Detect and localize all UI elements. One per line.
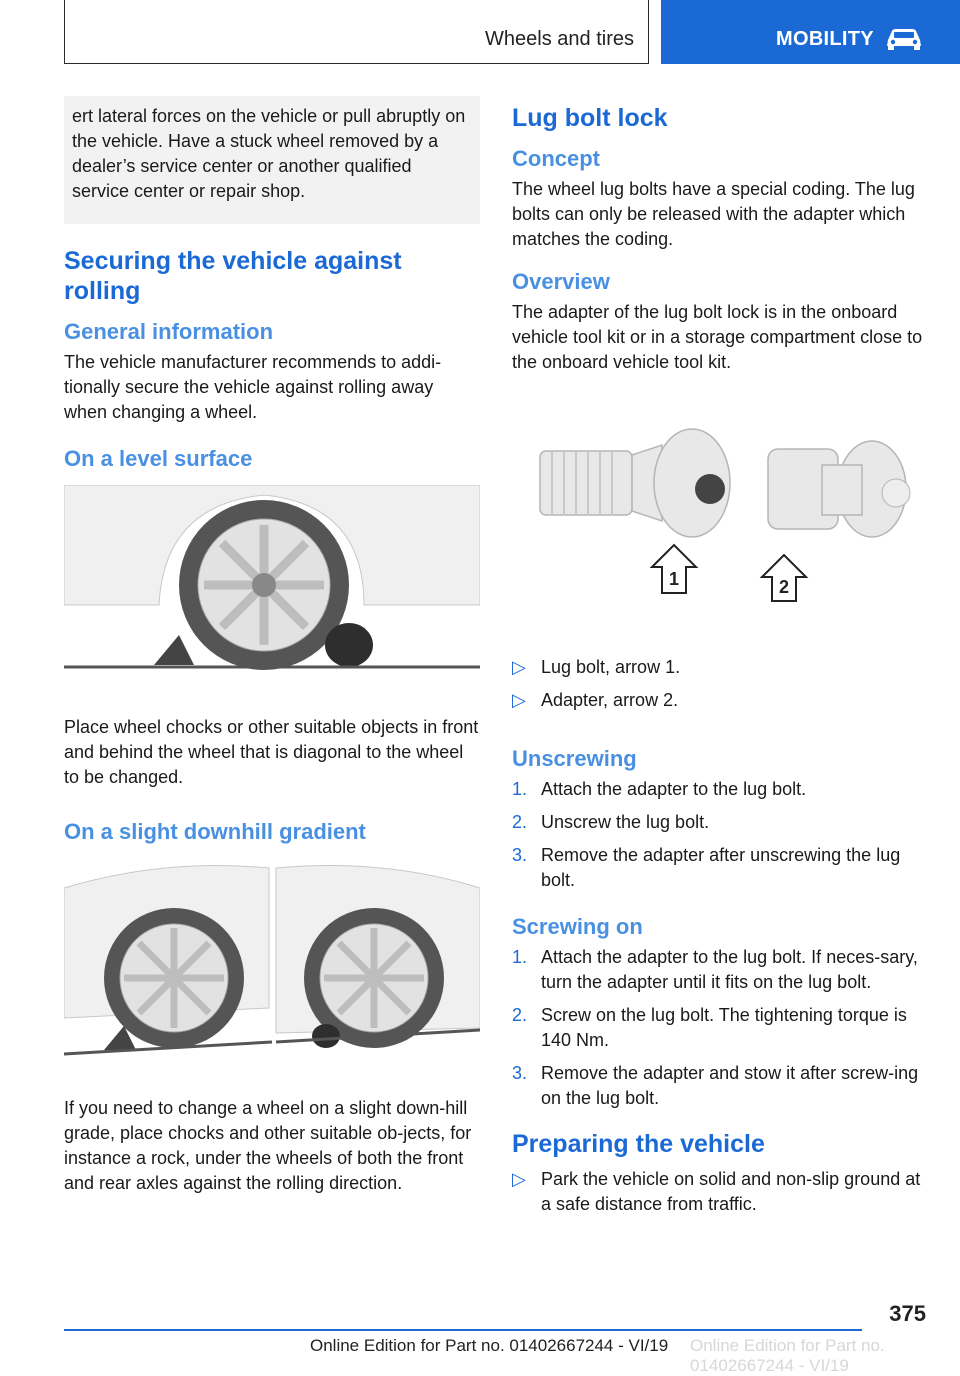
triangle-bullet-icon: ▷ [512, 657, 526, 677]
lug-bolt-heading: Lug bolt lock [512, 104, 668, 132]
footer-divider [64, 1329, 862, 1331]
screwing-heading: Screwing on [512, 914, 643, 939]
downhill-heading: On a slight downhill gradient [64, 819, 366, 844]
list-item: 3. Remove the adapter and stow it after screw-ing on the lug bolt. [512, 1063, 919, 1108]
note-text: ert lateral forces on the vehicle or pull abruptly on the vehicle. Have a stuck wheel removed by a dealer’s service center or another qualified service center or repair shop. [72, 106, 466, 201]
level-heading: On a level surface [64, 446, 253, 471]
securing-heading: Securing the vehicle against rolling [64, 247, 402, 305]
downhill-figure [64, 858, 480, 1056]
header-chapter-tab [661, 0, 960, 64]
level-surface-figure [64, 485, 480, 671]
overview-text: The adapter of the lug bolt lock is in the onboard vehicle tool kit or in a storage compartment close to the onboard vehicle tool kit. [512, 302, 923, 372]
page-number: 375 [889, 1301, 926, 1326]
triangle-bullet-icon: ▷ [512, 1169, 526, 1189]
preparing-heading: Preparing the vehicle [512, 1130, 765, 1158]
list-item: 1. Attach the adapter to the lug bolt. If neces-sary, turn the adapter until it fits on the lug bolt. [512, 947, 918, 992]
list-item: 2. Screw on the lug bolt. The tightening torque is 140 Nm. [512, 1005, 907, 1050]
downhill-text: If you need to change a wheel on a slight down-hill grade, place chocks and other suitable ob-jects, for instance a rock, under the wheels of both the front and rear axles against the rolling direction. [64, 1098, 472, 1193]
level-text: Place wheel chocks or other suitable objects in front and behind the wheel that is diagonal to the wheel to be changed. [64, 717, 479, 787]
lug-bolt-figure [512, 405, 928, 645]
general-text: The vehicle manufacturer recommends to addi-tionally secure the vehicle against rolling away when changing a wheel. [64, 352, 442, 422]
arrow-1-label: 1 [668, 569, 680, 589]
list-item: 2. Unscrew the lug bolt. [512, 812, 710, 832]
level-surface-illustration [64, 485, 480, 671]
watermark-text: Online Edition for Part no. 01402667244 - VI/19 [690, 1336, 885, 1375]
overview-heading: Overview [512, 269, 610, 294]
unscrewing-steps [512, 777, 928, 893]
list-item: 3. Remove the adapter after unscrewing the lug bolt. [512, 845, 901, 890]
screwing-steps [512, 945, 928, 1111]
list-item: ▷ Park the vehicle on solid and non-slip ground at a safe distance from traffic. [512, 1169, 921, 1214]
header-section-box [64, 0, 649, 64]
header-chapter-title: MOBILITY [776, 28, 874, 50]
car-icon [884, 26, 924, 50]
overview-list [512, 655, 928, 713]
concept-heading: Concept [512, 146, 600, 171]
edition-text: Online Edition for Part no. 01402667244 - VI/19 [310, 1336, 669, 1355]
list-item: ▷ Lug bolt, arrow 1. [512, 655, 928, 680]
preparing-list [512, 1167, 928, 1217]
note-box [64, 96, 480, 224]
list-item: 1. Attach the adapter to the lug bolt. [512, 779, 807, 799]
general-heading: General information [64, 319, 274, 344]
header-section-title: Wheels and tires [485, 28, 634, 50]
right-column [512, 103, 928, 1225]
lug-bolt-illustration [512, 405, 928, 645]
list-item: ▷ Adapter, arrow 2. [512, 688, 928, 713]
concept-text: The wheel lug bolts have a special coding. The lug bolts can only be released with the adapter which matches the coding. [512, 179, 915, 249]
downhill-illustration [64, 858, 480, 1056]
unscrewing-heading: Unscrewing [512, 746, 637, 771]
left-column [64, 96, 480, 1196]
arrow-2-label: 2 [778, 577, 790, 597]
triangle-bullet-icon: ▷ [512, 690, 526, 710]
